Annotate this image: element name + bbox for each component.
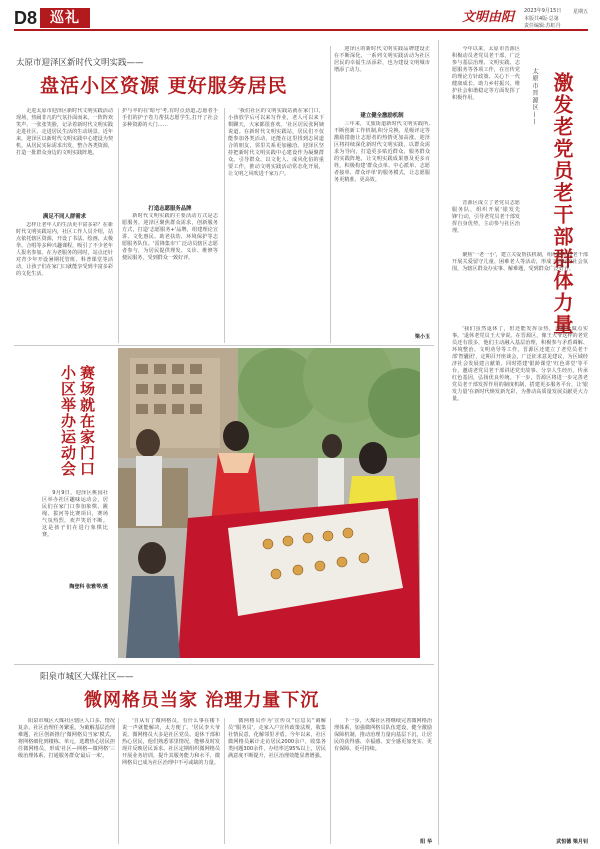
article1-heading-1: 满足不同人群需求 <box>42 214 87 220</box>
article2-title: 微网格员当家 治理力量下沉 <box>84 690 320 711</box>
article1-column-4b: 三年来，文旅街道新时代文明实践所,不断创新工作机制,积分兑换、星级评定等激励措施让志愿者的热情更加高涨。迎泽区将持续深化新时代文明实践，以群众需求为导向，打造更多贴近群众、服务群众的实践阵地，让文明实践成果惠及更多百姓。积极构建'群众点单、中心派单、志愿者接单、群众评单'的服务模式，让志愿服务更精准、更高效。 <box>334 121 430 184</box>
sidebar-title: 激发老党员老干部群体力量 <box>550 72 574 336</box>
article2-column-2: '自从有了微网格员，有什么事在楼下说一声就能解决，太方便了。'居民李大爷说。微网格员大多是社区党员、退休干部和热心居民，他们熟悉邻里情况，能够及时发现并反映居民诉求。社区定期组织微网格员开展业务培训，提升其服务能力和水平，微网格员已成为社区治理中不可或缺的力量。 <box>122 718 220 767</box>
section-divider <box>14 664 434 665</box>
header-rule <box>14 29 588 31</box>
issue-editor: 责任编辑:苏虹丹 <box>524 23 561 29</box>
column-divider <box>224 718 225 844</box>
issue-weekday: 星期五 <box>573 9 589 15</box>
column-divider <box>224 108 225 343</box>
newspaper-logo: 文明由阳 <box>462 10 515 25</box>
sidebar-divider <box>438 40 439 845</box>
article1-paragraph-1: 怎样让老年人的生活更丰富多彩？在新时代文明实践站内，社区工作人员介绍，站点依托辖区资源，开设了书法、绘画、太极拳、合唱等多种兴趣课程，吸引了不少老年人报名参加。在为老服务的同时，站点还针对青少年开设暑期托管班、科普课堂等活动，让孩子们在家门口就能享受到丰富多彩的文化生活。 <box>16 222 113 278</box>
article1-subtitle: 太原市迎泽区新时代文明实践—— <box>16 58 144 68</box>
article1-lead: 走进太原市迎泽区新时代文明实践活动现场，热闹非凡的气氛扑面而来。一阵阵欢笑声、一张张笑脸，记录着新时代文明实践走进社区、走进居民生活的生动场景。近年来，迎泽区以新时代文明实践中心建设为契机，从居民实际需求出发，整合各类资源，打造一批群众身边的文明实践阵地。 <box>16 108 113 157</box>
photo-title: 赛场就在家门口 小区举办运动会 <box>59 365 96 477</box>
column-divider <box>118 108 119 343</box>
sidebar-subtitle: 太原市晋源区—— <box>531 68 538 126</box>
photo-author: 陶登科 张雅琴/摄 <box>69 584 108 590</box>
article1-heading-2: 打造志愿服务品牌 <box>148 206 192 212</box>
page-number: D8 <box>14 8 38 28</box>
column-divider <box>330 46 331 343</box>
section-badge: 巡礼 <box>40 8 90 28</box>
article1-author: 梁小玉 <box>414 334 430 340</box>
column-divider <box>330 718 331 844</box>
sidebar-body: '我们虽然退休了，但还能发挥余热，为群众做点实事。'退休老党员王大爷说。在晋源区，像王大爷这样的老党员还有很多，他们主动融入基层治理，积极参与矛盾调解、环境整治、文明劝导等工作。晋源区还建立了老党员老干部'智囊团'，定期召开座谈会，广泛征求意见建议，为区域经济社会发展建言献策。同时搭建'银龄课堂''红色讲堂'等平台，邀请老党员老干部讲述党史故事、分享人生经历，传承红色基因，弘扬优良传统。下一步，晋源区将进一步完善老党员老干部发挥作用的制度机制，搭建更多服务平台，让'银发力量'在新时代焕发新光彩，为推动高质量发展贡献更大力量。 <box>452 326 588 403</box>
news-photo <box>118 348 420 658</box>
article1-column-3: '我们社区的文明实践站就在家门口，小孩放学后可以来写作业，老人可以来下棋聊天，大家都很喜欢。'社区居民张阿姨说道。在新时代文明实践站，居民们不仅能参加各类活动，还能在这里找到志同道合的朋友，邻里关系更加融洽。迎泽区坚持把新时代文明实践中心建设作为凝聚群众、引导群众、以文化人、成风化俗的重要工作，推动文明实践活动常态化开展，让文明之风吹进千家万户。 <box>228 108 324 178</box>
issue-date: 2023年9月15日 <box>524 8 562 14</box>
article2-subtitle: 阳泉市城区大煤社区—— <box>40 672 134 682</box>
article1-heading-3: 建立健全激励机制 <box>360 113 404 119</box>
photo-caption: 9月9日，迎泽区桃园社区举办社区趣味运动会，居民们在家门口参加象棋、跳绳、拔河等比赛项目，赛场气氛热烈，欢声笑语不断。这是孩子们在进行象棋比赛。 <box>42 490 108 539</box>
article2-column-1: 阳泉市城区大煤社区辖区人口多、情况复杂，社区治理任务繁重。为破解基层治理难题，社区创新推行'微网格员当家'模式，将网格细化到楼栋、单元，选聘热心居民担任微网格员，形成'社区—网格—微网格'三级治理体系，打通服务群众'最后一米'。 <box>18 718 115 760</box>
article2-author: 阳 华 <box>420 839 432 845</box>
sidebar-paragraph-2: 聚焦'一老一小'，建立关爱帮扶机制，组织老党员老干部开展关爱留守儿童、困难老人等活动，形成了良好的社会氛围，为辖区群众办实事、解难题，受到群众广泛好评。 <box>452 252 588 273</box>
sidebar-author: 武恒德 梁月钊 <box>556 839 588 845</box>
sidebar-lead: 今年以来，太原市晋源区积极动员老党员老干部，广泛参与基层治理、文明实践、志愿服务等各项工作，在宣传党的理论方针政策、关心下一代健康成长、助力乡村振兴、维护社会和谐稳定等方面发挥了积极作用。 <box>452 46 520 102</box>
article1-column-2b: 新时代文明实践的主要活动方式是志愿服务。迎泽区聚焦群众需求，创新服务方式，打造'志愿服务+'品牌，组建理论宣讲、文化惠民、助老扶幼、环境保护等志愿服务队伍。'雷锋集市'广泛动员辖区志愿者参与，为居民提供理发、义诊、维修等便民服务，受到群众一致好评。 <box>122 213 218 262</box>
section-divider <box>14 345 434 346</box>
sidebar-paragraph-1: 晋源区成立了老党员志愿服务队，组织开展'银发先锋'行动，引导老党员老干部发挥自身优势，主动参与社区治理。 <box>452 200 520 235</box>
article2-column-4: 下一步，大煤社区将继续完善微网格治理体系，加强微网格员队伍建设，健全激励保障机制，推动治理力量向基层下沉，让居民的获得感、幸福感、安全感更加充实、更有保障、更可持续。 <box>334 718 432 753</box>
column-divider <box>118 718 119 844</box>
article1-column-4: 迎泽区的新时代文明实践品牌建设正在不断深化，一系列文明实践活动为社区居民的幸福生活添彩，也为建设文明城市增添了动力。 <box>334 46 430 74</box>
article2-column-3: 微网格员作为'宣传员''信息员''调解员''服务员'，走家入户宣传政策法规，收集社情民意，化解邻里矛盾。今年以来，社区微网格员累计走访居民2000余户，收集各类问题300余件，办结率达95%以上，居民满意度不断提升，社区治理效能显著增强。 <box>228 718 326 760</box>
article1-title: 盘活小区资源 更好服务居民 <box>40 75 288 97</box>
issue-pages: 本版共4版·总第 <box>524 16 559 22</box>
chess-game-photo <box>118 348 420 658</box>
article1-column-2: 护与卒的在'暗号'考,有时点劲道,志愿者手手们的护子卷力帮扶志愿学生,打开了社会多种资源的大门…… <box>122 108 218 129</box>
